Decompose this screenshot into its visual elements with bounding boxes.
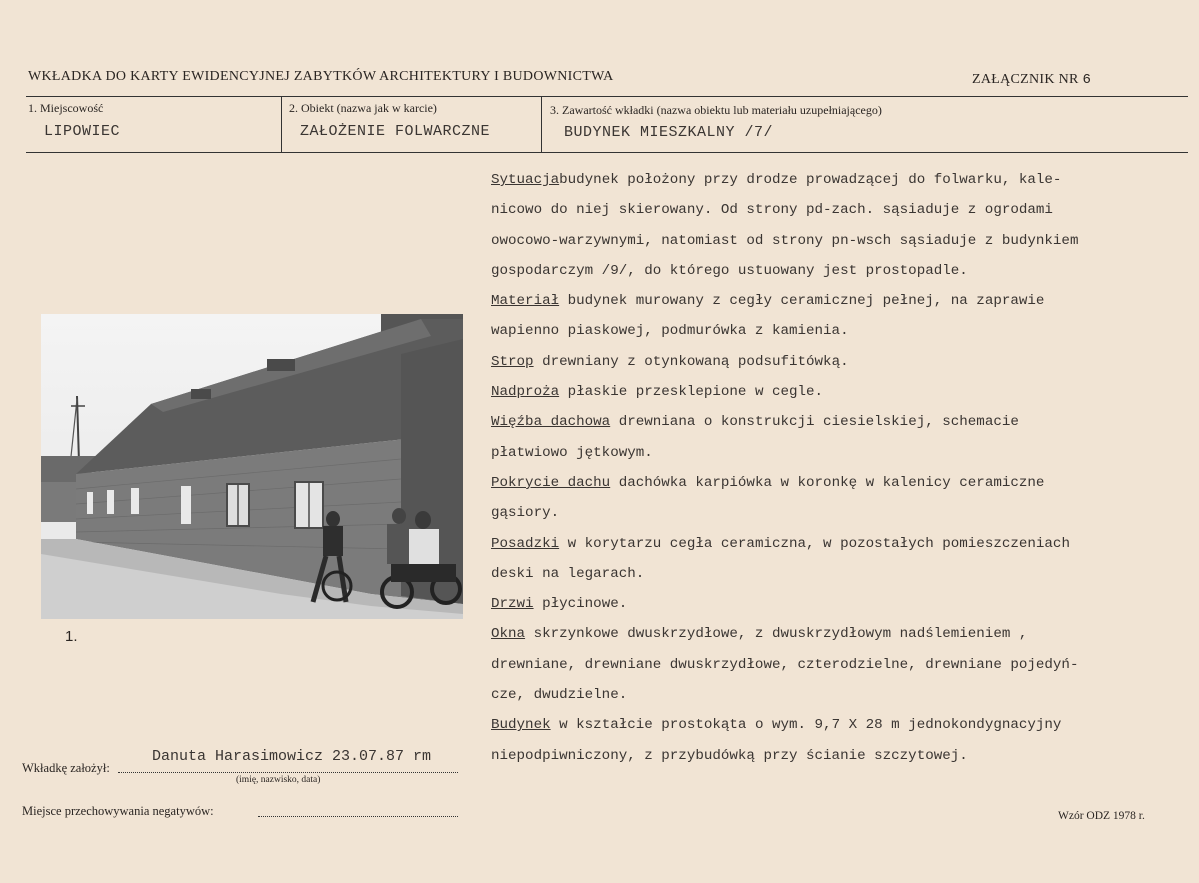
content-value: BUDYNEK MIESZKALNY /7/ xyxy=(564,124,774,141)
card-title: WKŁADKA DO KARTY EWIDENCYJNEJ ZABYTKÓW ARCHITEKTURY I BUDOWNICTWA xyxy=(28,69,614,84)
section-keyword: Sytuacja xyxy=(491,172,560,188)
description-line xyxy=(491,347,1191,377)
description-line xyxy=(491,407,1191,437)
description-line-text: nicowo do niej skierowany. Od strony pd-zach. sąsiaduje z ogrodami xyxy=(491,202,1053,219)
negatives-line xyxy=(258,816,458,817)
description-line-text: w korytarzu cegła ceramiczna, w pozostałych pomieszczeniach xyxy=(559,535,1070,552)
description-line-text: drewniane, drewniane dwuskrzydłowe, czterodzielne, drewniane pojedyń- xyxy=(491,656,1079,673)
description-line-text: dachówka karpiówka w koronkę w kalenicy ceramiczne xyxy=(610,474,1045,491)
locality-label: 1. Miejscowość xyxy=(28,101,104,115)
description-line-text: drewniana o konstrukcji ciesielskiej, schemacie xyxy=(610,414,1019,431)
attachment-label xyxy=(972,72,1091,88)
description-line-text: płycinowe. xyxy=(533,596,628,613)
description-line xyxy=(491,741,1191,771)
description-line xyxy=(491,256,1191,286)
field-divider-1 xyxy=(281,97,282,152)
prepared-by-label: Wkładkę założył: xyxy=(22,761,110,775)
description-line-text: owocowo-warzywnymi, natomiast od strony pn-wsch sąsiaduje z budynkiem xyxy=(491,232,1079,249)
description-line-text: budynek murowany z cegły ceramicznej pełnej, na zaprawie xyxy=(559,293,1045,310)
object-value: ZAŁOŻENIE FOLWARCZNE xyxy=(300,123,491,140)
description-line xyxy=(491,589,1191,619)
photo-caption: 1. xyxy=(65,628,78,645)
description-line-text: gospodarczym /9/, do którego ustuowany jest prostopadle. xyxy=(491,262,968,279)
form-template-label: Wzór ODZ 1978 r. xyxy=(1058,810,1145,822)
section-keyword: Materiał xyxy=(491,293,560,310)
object-label: 2. Obiekt (nazwa jak w karcie) xyxy=(289,101,437,115)
section-keyword: Nadproża xyxy=(491,384,560,401)
attachment-number: 6 xyxy=(1082,72,1092,88)
field-divider-2 xyxy=(541,97,542,152)
description-line-text: skrzynkowe dwuskrzydłowe, z dwuskrzydłowym nadślemieniem , xyxy=(525,626,1028,643)
description-line xyxy=(491,165,1191,195)
description-line-text: deski na legarach. xyxy=(491,565,645,582)
description-line-text: cze, dwudzielne. xyxy=(491,687,628,704)
description-line xyxy=(491,226,1191,256)
description-text xyxy=(491,165,1191,771)
building-photo xyxy=(41,314,463,619)
description-line xyxy=(491,316,1191,346)
section-keyword: Więźba dachowa xyxy=(491,414,611,431)
description-line-text: gąsiory. xyxy=(491,505,560,522)
description-line xyxy=(491,438,1191,468)
header-rule-bottom xyxy=(26,152,1188,153)
description-line-text: w kształcie prostokąta o wym. 9,7 X 28 m jednokondygnacyjny xyxy=(550,717,1062,734)
description-line xyxy=(491,559,1191,589)
description-line xyxy=(491,498,1191,528)
building-photo-image xyxy=(41,314,463,619)
description-line xyxy=(491,650,1191,680)
description-line-text: niepodpiwniczony, z przybudówką przy ścianie szczytowej. xyxy=(491,747,968,764)
section-keyword: Pokrycie dachu xyxy=(491,474,611,491)
description-line xyxy=(491,286,1191,316)
description-line-text: płatwiowo jętkowym. xyxy=(491,444,653,461)
prepared-by-hint: (imię, nazwisko, data) xyxy=(236,775,321,785)
locality-value: LIPOWIEC xyxy=(44,123,121,140)
section-keyword: Budynek xyxy=(491,717,551,734)
description-line xyxy=(491,529,1191,559)
header-rule-top xyxy=(26,96,1188,97)
description-line xyxy=(491,710,1191,740)
section-keyword: Strop xyxy=(491,353,534,370)
description-line xyxy=(491,680,1191,710)
prepared-by-value: Danuta Harasimowicz 23.07.87 rm xyxy=(152,748,432,765)
description-line-text: płaskie przesklepione w cegle. xyxy=(559,384,824,401)
section-keyword: Okna xyxy=(491,626,526,643)
description-line xyxy=(491,377,1191,407)
description-line-text: wapienno piaskowej, podmurówka z kamienia. xyxy=(491,323,849,340)
description-line-text: budynek położony przy drodze prowadzącej do folwarku, kale- xyxy=(559,172,1062,188)
description-line-text: drewniany z otynkowaną podsufitówką. xyxy=(533,353,849,370)
attachment-label-text: ZAŁĄCZNIK NR xyxy=(972,72,1079,87)
description-line xyxy=(491,619,1191,649)
section-keyword: Posadzki xyxy=(491,535,560,552)
section-keyword: Drzwi xyxy=(491,596,534,613)
content-label: 3. Zawartość wkładki (nazwa obiektu lub materiału uzupełniającego) xyxy=(550,103,882,117)
negatives-label: Miejsce przechowywania negatywów: xyxy=(22,804,214,818)
description-line xyxy=(491,468,1191,498)
prepared-by-line xyxy=(118,772,458,773)
description-line xyxy=(491,195,1191,225)
